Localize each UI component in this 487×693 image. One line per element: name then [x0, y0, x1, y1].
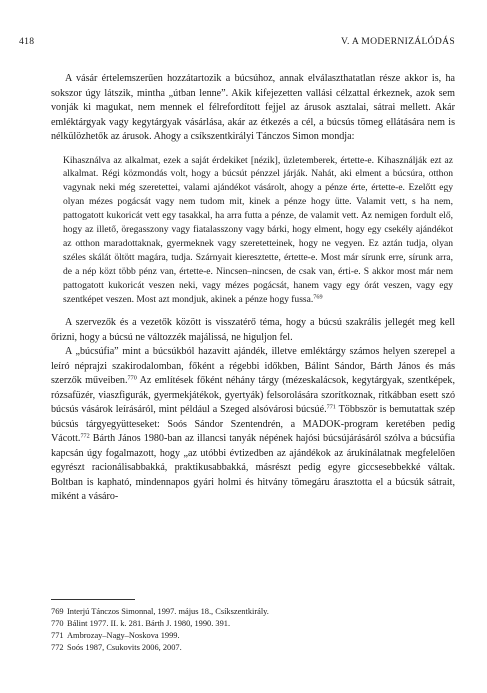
footnote-text: Ambrozay–Nagy–Noskova 1999. — [67, 631, 180, 641]
paragraph-text: A „búcsúfia” mint a búcsúkból hazavitt ajándék, illetve emléktárgy számos helyen szerepel a leíró néprajzi szakirodalomban, főként a régebbi időkben, Bálint Sándor, Bárth János és más szerzők műveiben. — [51, 346, 455, 387]
footnote-ref[interactable]: 772 — [80, 432, 90, 440]
footnote-ref[interactable]: 769 — [313, 292, 323, 300]
main-text — [51, 72, 455, 505]
page-number: 418 — [19, 36, 35, 47]
paragraph-text: Az említések főként néhány tárgy (mézeskalácsok, kegytárgyak, szentképek, rózsafüzér, viaszfigurák, gyermekjátékok, gyertyák) felsorolására szorítkoznak, ritkábban esett szó búcsús vásárok leírásáról, mint például a Szeged alsóvárosi búcsúé. — [51, 375, 455, 416]
paragraph-text: A szervezők és a vezetők között is visszatérő téma, hogy a búcsú szakrális jellegét meg kell őrizni, hogy a búcsú ne változzék majálissá, ne higuljon fel. — [51, 317, 455, 343]
footnotes — [51, 606, 455, 654]
footnote-number: 770 — [51, 619, 64, 629]
paragraph-text: Többször is bemutattak szép búcsús tárgyegyütteseket: Soós Sándor Szentendrén, a MADOK-program keretében pedig Vácott. — [51, 404, 456, 445]
paragraph-organizers — [51, 316, 455, 345]
footnote-ref[interactable]: 771 — [326, 403, 336, 411]
block-quote — [51, 154, 455, 307]
paragraph-bucsufia — [51, 345, 455, 505]
footnote-number: 769 — [51, 607, 64, 616]
footnote-text: Bálint 1977. II. k. 281. Bárth J. 1980, 1990. 391. — [67, 619, 231, 629]
quote-text — [63, 154, 453, 307]
footnote-ref[interactable]: 770 — [127, 374, 137, 382]
quote-body: Kihasználva az alkalmat, ezek a saját érdekiket [nézik], üzletemberek, értette-e. Kihasználják ezt az alkalmat. Régi közmondás volt, hogy a búcsút pénzzel járják. Nahát, aki elment a búcsúra, otthon vagynak neki még szeretettei, valami ajándékot vásárolt, ahogy a pénze érte, értette-e. Ezelőtt egy olyan mézes pogácsát vagy nem tudom mit, kinek a pénze hogy ütte. Valamit vett, s ha nem, pattogatott kukoricát vett egy tasakkal, ha arra futta a pénze, de valamit vett. Az nemigen fordult elő, hogy az illető, öregasszony vagy fiatalasszony vagy bárki, hogy elment, hogy egy csekély ajándékot az otthon maradottaknak, gyermeknek vagy szeretetteinek, hogy ne vegyen. Ez aztán tudja, olyan széles skálát öltött magára, tudja. Szárnyait kieresztette, értette-e. Most már sírunk erre, sírunk arra, de a nép közt több pénz van, értette-e. Nincsen–nincsen, de csak van, érti-e. S akkor most már nem pattogatott kukoricát veszen neki, vagy mézes pogácsát, hanem vagy egy órát veszen, vagy egy szentképet veszen. Most azt mondjuk, akinek a pénze hogy fussa. — [63, 154, 453, 305]
footnote — [51, 642, 455, 654]
footnote-text: Interjú Tánczos Simonnal, 1997. május 18., Csíkszentkirály. — [67, 607, 269, 616]
footnote-divider — [51, 599, 135, 600]
running-header — [19, 36, 455, 50]
footnote-number: 772 — [51, 643, 64, 653]
footnote — [51, 606, 455, 618]
footnote — [51, 630, 455, 642]
paragraph-text: Bárth János 1980-ban az illancsi tanyák népének hajósi búcsújárásáról szólva a búcsúfia kapcsán úgy fogalmazott, hogy „az utóbbi évtizedben az ajándékok az árukínálatnak megfelelően egyrészt racionálisabbakká, praktikusabbakká, másrészt pedig egyre giccsesebbekké váltak. Boltban is kapható, mindennapos gyári holmi és hitvány tömegáru árasztotta el a búcsúk sátrait, miként a vásáro- — [51, 433, 455, 503]
chapter-title: V. A MODERNIZÁLÓDÁS — [341, 36, 455, 47]
paragraph-intro: A vásár értelemszerűen hozzátartozik a búcsúhoz, annak elválaszthatatlan része akkor is, ha sokszor úgy látszik, mintha „útban lenne”. Akik kifejezetten vallási célzattal érkeznek, azok sem vonják ki magukat, nem mennek el félrefordított fejjel az árusok asztalai, sátrai mellett. Akár emléktárgyak vagy kegytárgyak vásárlása, akár az étkezés a cél, a búcsús tömeg ellátására nem is nélkülözhetők az árusok. Ahogy a csíkszentkirályi Tánczos Simon mondja: — [51, 73, 455, 142]
footnote-number: 771 — [51, 631, 64, 641]
footnote — [51, 618, 455, 630]
footnote-text: Soós 1987, Csukovits 2006, 2007. — [67, 643, 182, 653]
